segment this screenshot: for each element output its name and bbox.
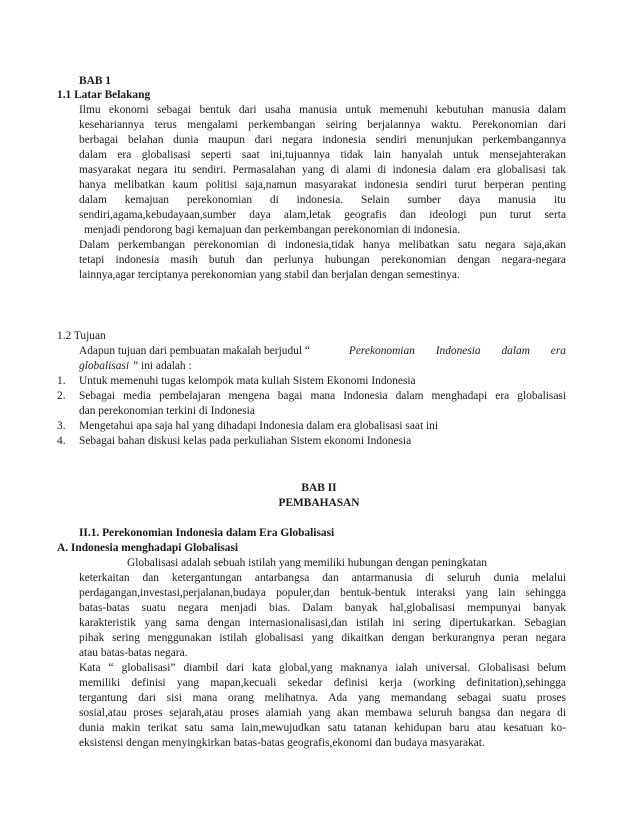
paragraph-line: memiliki definisi yang mapan,kecuali sekedar definisi kerja (working definitation),sehingga <box>79 677 566 689</box>
tujuan-intro-line-2 <box>79 359 192 374</box>
section-ii-1-heading: II.1. Perekonomian Indonesia dalam Era Globalisasi <box>79 527 335 539</box>
tujuan-intro-post: ini adalah : <box>138 360 192 372</box>
paragraph-line: sosial,atau proses sejarah,atau proses alamiah yang akan membawa seluruh bangsa dan negara di <box>79 707 566 719</box>
paragraph-line: dalam kemajuan perekonomian di indonesia. Selain sumber daya manusia itu <box>79 194 566 206</box>
tujuan-intro-italic-2: globalisasi ” <box>79 360 139 372</box>
tujuan-intro-italic: Perekonomian Indonesia dalam era <box>348 345 566 357</box>
chapter-2-subtitle: PEMBAHASAN <box>278 497 360 509</box>
paragraph-line: dalam era globalisasi seperti saat ini,tujuannya tidak lain hanyalah untuk mensejahterakan <box>79 149 566 161</box>
list-item: Untuk memenuhi tugas kelompok mata kuliah Sistem Ekonomi Indonesia <box>79 375 416 387</box>
chapter-1-title: BAB 1 <box>79 75 111 87</box>
paragraph-line: pihak sering menggunakan istilah globalisasi yang dikaitkan dengan berkurangnya peran negara <box>79 632 566 644</box>
paragraph-line: tetapi indonesia masih butuh dan perlunya hubungan perekonomian dengan negara-negara <box>79 254 566 266</box>
paragraph-line: kesehariannya terus mengalami perkembangan seiring berjalannya waktu. Perekonomian dari <box>79 119 566 131</box>
list-number: 1. <box>57 375 66 387</box>
list-number: 4. <box>57 435 66 447</box>
subsection-a-heading: A. Indonesia menghadapi Globalisasi <box>57 542 239 554</box>
list-item: Sebagai media pembelajaran mengena bagai mana Indonesia dalam menghadapi era globalisasi <box>79 390 566 402</box>
section-latar-belakang-heading: 1.1 Latar Belakang <box>57 89 151 101</box>
paragraph-line: perdagangan,investasi,perjalanan,budaya populer,dan bentuk-bentuk interaksi yang lain sehingga <box>79 587 566 599</box>
paragraph-line: karakteristik yang sama dengan internasionalisasi,dan istilah ini sering dipertukarkan. Sebagian <box>79 617 566 629</box>
list-number: 3. <box>57 420 66 432</box>
paragraph-line: Kata “ globalisasi” diambil dari kata global,yang maknanya ialah universal. Globalisasi belum <box>79 662 566 674</box>
paragraph-line: Dalam perkembangan perekonomian di indonesia,tidak hanya melibatkan satu negara saja,akan <box>79 239 566 251</box>
paragraph-line: masyarakat negara itu sendiri. Permasalahan yang di alami di indonesia dalam era globalisasi tak <box>79 164 566 176</box>
paragraph-line: batas-batas suatu negara menjadi bias. Dalam banyak hal,globalisasi mempunyai banyak <box>79 602 566 614</box>
tujuan-intro-line <box>79 344 566 359</box>
paragraph-line: hanya melibatkan kaum politisi saja,namun masyarakat indonesia sendiri turut berperan penting <box>79 179 566 191</box>
paragraph-line: sendiri,agama,kebudayaan,sumber daya alam,letak geografis dan ideologi pun turut serta <box>79 209 566 221</box>
list-item-continuation: dan perekonomian terkini di Indonesia <box>79 405 255 417</box>
paragraph-line: atau batas-batas negara. <box>79 647 188 659</box>
paragraph-line: keterkaitan dan ketergantungan antarbangsa dan antarmanusia di seluruh dunia melalui <box>79 572 566 584</box>
list-item: Sebagai bahan diskusi kelas pada perkuliahan Sistem ekonomi Indonesia <box>79 435 412 447</box>
chapter-2-title: BAB II <box>301 482 337 494</box>
paragraph-line: dunia makin terikat satu sama lain,mewujudkan satu tatanan kehidupan baru atau kesatuan ko- <box>79 722 566 734</box>
paragraph-line: Ilmu ekonomi sebagai bentuk dari usaha manusia untuk memenuhi kebutuhan manusia dalam <box>79 104 566 116</box>
section-tujuan-heading: 1.2 Tujuan <box>57 330 106 342</box>
list-number: 2. <box>57 390 66 402</box>
paragraph-line: Globalisasi adalah sebuah istilah yang memiliki hubungan dengan peningkatan <box>127 557 487 569</box>
paragraph-line: eksistensi dengan menyingkirkan batas-batas geografis,ekonomi dan budaya masyarakat. <box>79 737 485 749</box>
paragraph-line: menjadi pendorong bagi kemajuan dan perkembangan perekonomian di indonesia. <box>84 224 461 236</box>
list-item: Mengetahui apa saja hal yang dihadapi Indonesia dalam era globalisasi saat ini <box>79 420 438 432</box>
paragraph-line: berbagai belahan dunia maupun dari negara indonesia sendiri menunjukan perkembangannya <box>79 134 566 146</box>
paragraph-line: tergantung dari sisi mana orang melihatnya. Ada yang memandang sebagai suatu proses <box>79 692 566 704</box>
tujuan-intro-pre: Adapun tujuan dari pembuatan makalah berjudul “ <box>79 345 310 357</box>
paragraph-line: lainnya,agar terciptanya perekonomian yang stabil dan berjalan dengan semestinya. <box>79 269 460 281</box>
